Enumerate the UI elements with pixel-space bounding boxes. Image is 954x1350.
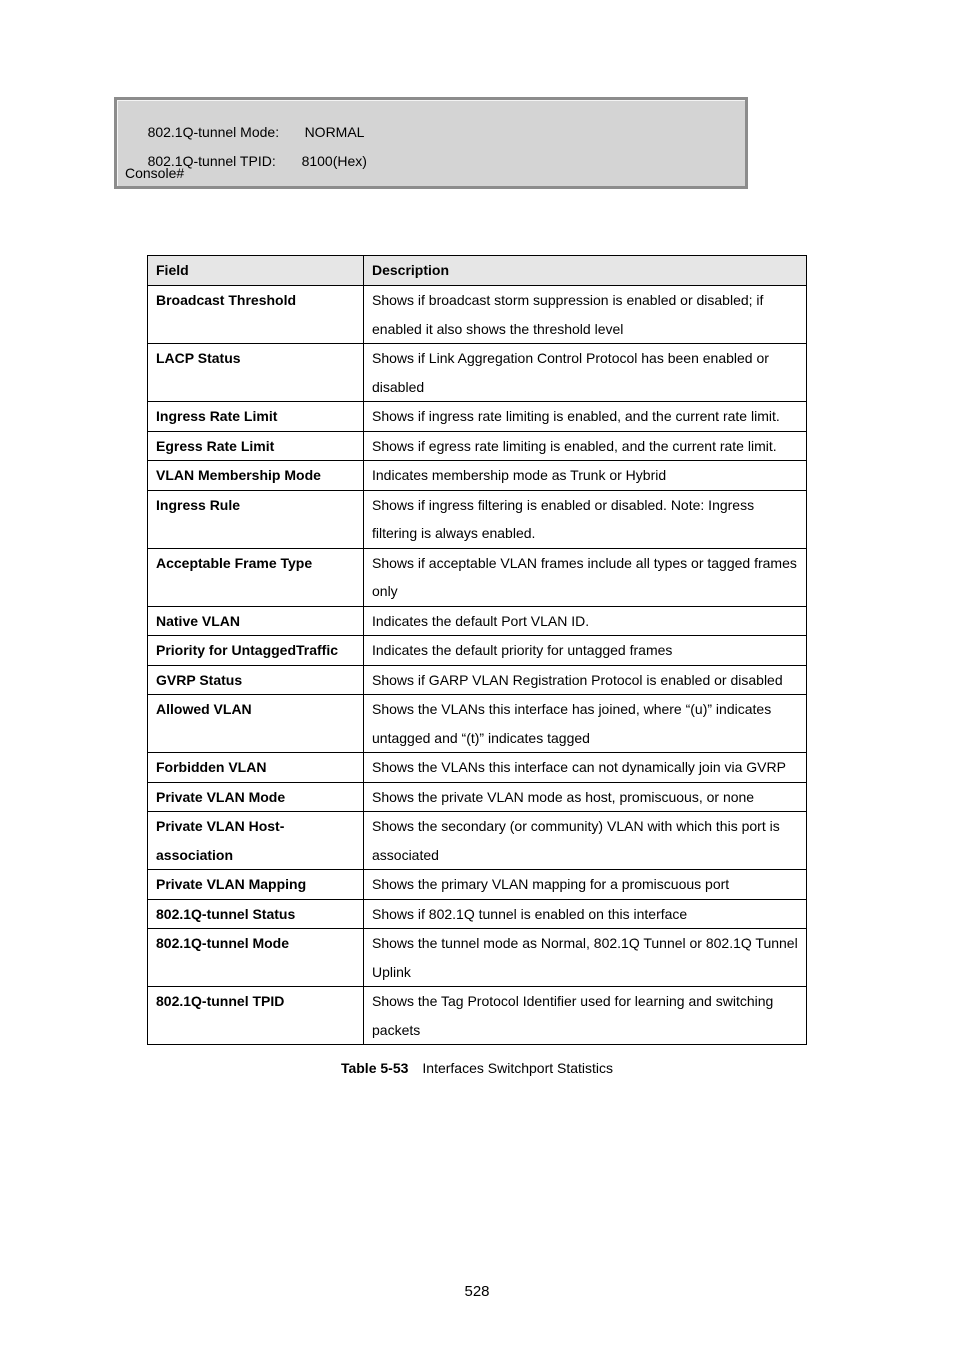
header-description: Description xyxy=(364,256,807,286)
field-cell: GVRP Status xyxy=(148,665,364,695)
table-row xyxy=(148,286,807,344)
table-row xyxy=(148,490,807,548)
caption-text: Interfaces Switchport Statistics xyxy=(422,1060,614,1076)
description-cell: Shows the VLANs this interface has joined, where “(u)” indicates untagged and “(t)” indicates tagged xyxy=(364,695,807,753)
console-prompt: Console# xyxy=(125,165,185,181)
table-row xyxy=(148,987,807,1045)
description-cell: Shows the tunnel mode as Normal, 802.1Q Tunnel or 802.1Q Tunnel Uplink xyxy=(364,929,807,987)
console-value: NORMAL xyxy=(304,124,365,140)
table-row xyxy=(148,812,807,870)
description-cell: Indicates membership mode as Trunk or Hybrid xyxy=(364,461,807,491)
field-cell: Private VLAN Mapping xyxy=(148,870,364,900)
switchport-statistics-table xyxy=(147,255,807,1045)
caption-label: Table 5-53 xyxy=(340,1060,409,1076)
field-cell: Allowed VLAN xyxy=(148,695,364,753)
field-cell: Ingress Rule xyxy=(148,490,364,548)
field-cell: LACP Status xyxy=(148,344,364,402)
description-cell: Shows the private VLAN mode as host, promiscuous, or none xyxy=(364,782,807,812)
table-row xyxy=(148,870,807,900)
description-cell: Shows the secondary (or community) VLAN with which this port is associated xyxy=(364,812,807,870)
field-cell: Ingress Rate Limit xyxy=(148,402,364,432)
console-key: 802.1Q-tunnel Mode: xyxy=(147,124,280,140)
field-cell: 802.1Q-tunnel TPID xyxy=(148,987,364,1045)
table-row xyxy=(148,899,807,929)
page-number: 528 xyxy=(464,1283,490,1300)
field-cell: VLAN Membership Mode xyxy=(148,461,364,491)
field-cell: Broadcast Threshold xyxy=(148,286,364,344)
table-row xyxy=(148,548,807,606)
description-cell: Shows if ingress rate limiting is enabled, and the current rate limit. xyxy=(364,402,807,432)
field-cell: Private VLAN Host-association xyxy=(148,812,364,870)
table-row xyxy=(148,695,807,753)
description-cell: Shows if ingress filtering is enabled or disabled. Note: Ingress filtering is always enabled. xyxy=(364,490,807,548)
table-row xyxy=(148,636,807,666)
description-cell: Shows the Tag Protocol Identifier used for learning and switching packets xyxy=(364,987,807,1045)
field-cell: Native VLAN xyxy=(148,606,364,636)
description-cell: Shows if 802.1Q tunnel is enabled on this interface xyxy=(364,899,807,929)
table-caption xyxy=(0,1060,954,1076)
table-row xyxy=(148,929,807,987)
description-cell: Indicates the default Port VLAN ID. xyxy=(364,606,807,636)
description-cell: Shows if Link Aggregation Control Protocol has been enabled or disabled xyxy=(364,344,807,402)
description-cell: Shows if acceptable VLAN frames include all types or tagged frames only xyxy=(364,548,807,606)
console-key: 802.1Q-tunnel TPID: xyxy=(147,153,276,169)
table-row xyxy=(148,753,807,783)
field-cell: Acceptable Frame Type xyxy=(148,548,364,606)
field-cell: 802.1Q-tunnel Status xyxy=(148,899,364,929)
table-row xyxy=(148,665,807,695)
table-row xyxy=(148,606,807,636)
field-cell: Priority for UntaggedTraffic xyxy=(148,636,364,666)
description-cell: Shows if GARP VLAN Registration Protocol is enabled or disabled xyxy=(364,665,807,695)
table-header-row xyxy=(148,256,807,286)
field-cell: Egress Rate Limit xyxy=(148,431,364,461)
header-field: Field xyxy=(148,256,364,286)
description-cell: Indicates the default priority for untagged frames xyxy=(364,636,807,666)
console-output-box xyxy=(114,97,748,189)
table-row xyxy=(148,461,807,491)
field-cell: Private VLAN Mode xyxy=(148,782,364,812)
description-cell: Shows if broadcast storm suppression is enabled or disabled; if enabled it also shows the threshold level xyxy=(364,286,807,344)
table-row xyxy=(148,402,807,432)
field-cell: Forbidden VLAN xyxy=(148,753,364,783)
table-row xyxy=(148,344,807,402)
console-value: 8100(Hex) xyxy=(301,153,367,169)
table-row xyxy=(148,431,807,461)
description-cell: Shows if egress rate limiting is enabled, and the current rate limit. xyxy=(364,431,807,461)
description-cell: Shows the VLANs this interface can not dynamically join via GVRP xyxy=(364,753,807,783)
field-cell: 802.1Q-tunnel Mode xyxy=(148,929,364,987)
table-row xyxy=(148,782,807,812)
description-cell: Shows the primary VLAN mapping for a promiscuous port xyxy=(364,870,807,900)
